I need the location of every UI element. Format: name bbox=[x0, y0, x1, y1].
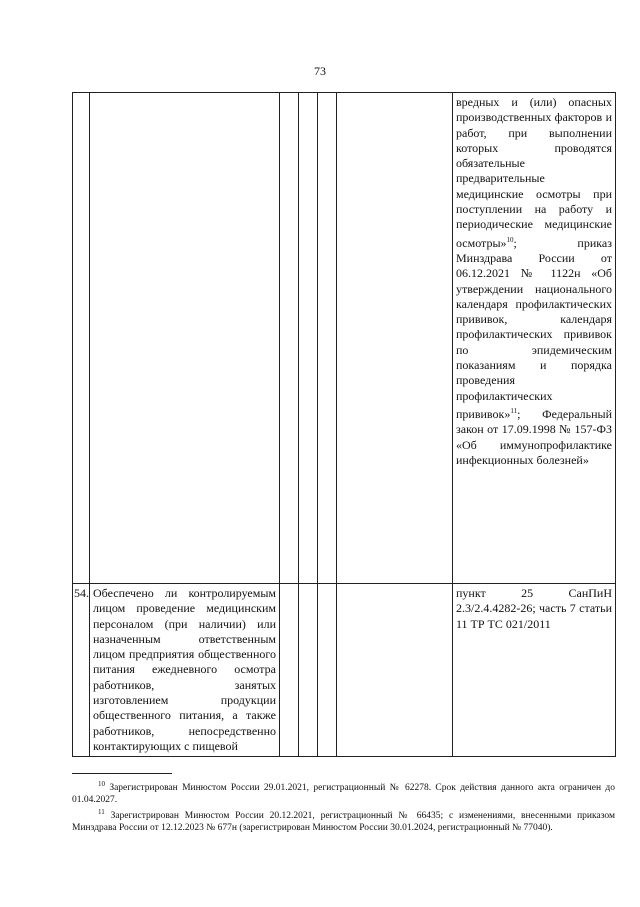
footnote: $^{11}$ Зарегистрирован Минюстом России 20.12.2021, регистрационный № 66435; с изменениями, внесенными приказом Минздрава России от 12.12.2023 № 677н (зарегистрирован Минюстом России 30.01.2024, регистрационный № 77040). bbox=[72, 808, 615, 834]
answer-yes-cell bbox=[280, 93, 299, 584]
answer-na-cell bbox=[318, 584, 337, 757]
answer-no-cell bbox=[299, 93, 318, 584]
reference-text: вредных и (или) опасных производственных факторов и работ, при выполнении которых проводятся обязательные предварительные медицинские осмотры при поступлении на работу и периодические медицинские осмотры» bbox=[456, 95, 612, 250]
row-number-cell: 54. bbox=[73, 584, 90, 757]
footnote-divider bbox=[72, 773, 172, 774]
table-row bbox=[73, 93, 616, 584]
legal-reference-cell: пункт 25 СанПиН 2.3/2.4.4282-26; часть 7 статьи 11 ТР ТС 021/2011 bbox=[453, 584, 616, 757]
checklist-table bbox=[72, 92, 616, 757]
footnote-mark: 10 bbox=[506, 235, 514, 244]
footnotes bbox=[72, 778, 615, 834]
footnote: $^{10}$ Зарегистрирован Минюстом России 29.01.2021, регистрационный № 62278. Срок действия данного акта ограничен до 01.04.2027. bbox=[72, 780, 615, 806]
note-cell bbox=[337, 93, 453, 584]
footnote-mark: 11 bbox=[510, 406, 518, 415]
row-number-cell bbox=[73, 93, 90, 584]
reference-text: ; приказ Минздрава России от 06.12.2021 № 1122н «Об утверждении национального календаря профилактических прививок, календаря профилактических прививок по эпидемическим показаниям и порядка проведения профилактических прививок» bbox=[456, 235, 612, 421]
question-cell: Обеспечено ли контролируемым лицом проведение медицинским персоналом (при наличии) или назначенным ответственным лицом предприятия общественного питания ежедневного осмотра работников, занятых изготовлением продукции общественного питания, а также работников, непосредственно контактирующих с пищевой bbox=[90, 584, 280, 757]
page-number: 73 bbox=[314, 64, 326, 78]
note-cell bbox=[337, 584, 453, 757]
answer-na-cell bbox=[318, 93, 337, 584]
answer-no-cell bbox=[299, 584, 318, 757]
reference-text: ; Федеральный закон от 17.09.1998 № 157-ФЗ «Об иммунопрофилактике инфекционных болезней» bbox=[456, 406, 612, 467]
legal-reference-cell bbox=[453, 93, 616, 584]
answer-yes-cell bbox=[280, 584, 299, 757]
question-cell bbox=[90, 93, 280, 584]
table-row bbox=[73, 584, 616, 757]
